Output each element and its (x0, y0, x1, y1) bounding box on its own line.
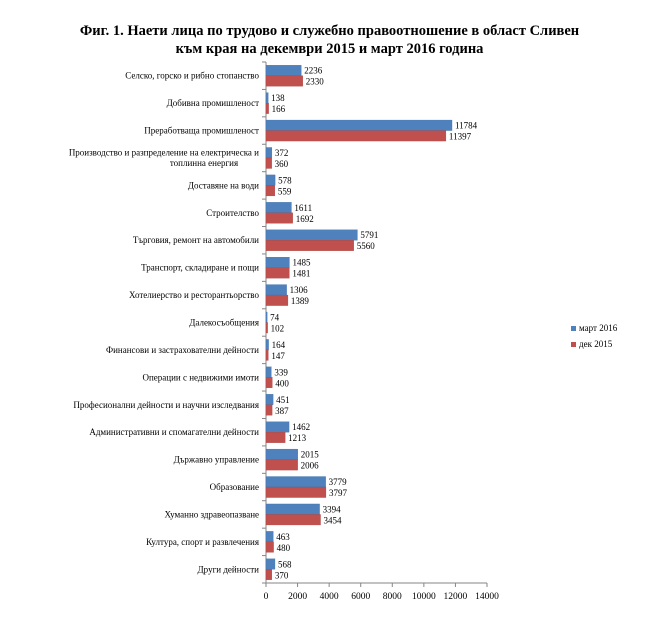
category-label: Транспорт, складиране и пощи (141, 262, 259, 273)
bar-dec-2015 (266, 268, 289, 279)
bar-mar-2016 (266, 230, 357, 241)
bar-mar-2016 (266, 285, 287, 296)
category-label: Хуманно здравеопазване (164, 509, 259, 520)
data-label-dec-2015: 1481 (292, 268, 311, 279)
data-label-dec-2015: 400 (275, 378, 289, 389)
data-label-mar-2016: 372 (274, 147, 289, 158)
data-label-dec-2015: 2006 (300, 460, 319, 471)
data-label-mar-2016: 5791 (360, 230, 379, 241)
bar-dec-2015 (266, 569, 272, 580)
category-label: Други дейности (197, 564, 259, 575)
data-label-mar-2016: 3394 (322, 504, 341, 515)
legend-swatch (571, 326, 576, 331)
data-label-dec-2015: 1389 (290, 296, 309, 307)
bar-mar-2016 (266, 504, 320, 515)
bar-mar-2016 (266, 531, 273, 542)
x-tick-label: 14000 (475, 592, 499, 602)
bar-dec-2015 (266, 295, 288, 306)
data-label-mar-2016: 11784 (455, 120, 478, 131)
bar-mar-2016 (266, 367, 271, 378)
data-label-dec-2015: 166 (271, 104, 286, 115)
bar-dec-2015 (266, 487, 326, 498)
data-label-dec-2015: 3797 (328, 488, 347, 499)
bar-dec-2015 (266, 213, 293, 224)
x-tick-label: 8000 (382, 592, 402, 602)
category-label: Професионални дейности и научни изследвания (73, 399, 259, 410)
bar-dec-2015 (266, 542, 274, 553)
x-tick-label: 2000 (288, 592, 308, 602)
data-label-dec-2015: 5560 (356, 241, 375, 252)
legend-label: март 2016 (579, 323, 618, 333)
data-label-mar-2016: 2236 (304, 65, 323, 76)
bar-mar-2016 (266, 339, 269, 350)
bar-mar-2016 (266, 120, 452, 131)
data-label-mar-2016: 451 (276, 394, 290, 405)
category-label: Операции с недвижими имоти (142, 372, 259, 383)
category-label: Далекосъобщения (189, 317, 259, 328)
category-label: Държавно управление (173, 454, 259, 465)
data-label-mar-2016: 2015 (300, 449, 319, 460)
chart-title-line-2: към края на декември 2015 и март 2016 година (175, 41, 484, 57)
bar-mar-2016 (266, 422, 289, 433)
bar-mar-2016 (266, 65, 301, 76)
data-label-mar-2016: 1611 (294, 202, 313, 213)
bar-mar-2016 (266, 93, 268, 104)
bar-mar-2016 (266, 559, 275, 570)
x-tick-label: 4000 (319, 592, 339, 602)
data-label-mar-2016: 1462 (292, 422, 311, 433)
bar-dec-2015 (266, 514, 321, 525)
x-tick-label: 12000 (443, 592, 468, 602)
category-label: Доставяне на води (187, 180, 259, 191)
data-label-dec-2015: 2330 (305, 76, 324, 87)
x-tick-label: 0 (263, 592, 269, 602)
bar-dec-2015 (266, 377, 272, 388)
data-label-mar-2016: 3779 (328, 477, 347, 488)
data-label-dec-2015: 480 (276, 542, 291, 553)
data-label-dec-2015: 1692 (295, 213, 314, 224)
category-label: Култура, спорт и развлечения (146, 536, 259, 547)
category-label: Селско, горско и рибно стопанство (125, 70, 259, 81)
bar-mar-2016 (266, 394, 273, 405)
category-label: Търговия, ремонт на автомобили (132, 235, 259, 246)
bar-mar-2016 (266, 257, 289, 268)
category-label: Финансови и застрахователни дейности (105, 344, 259, 355)
data-label-mar-2016: 138 (271, 93, 285, 104)
data-label-mar-2016: 578 (278, 175, 292, 186)
x-tick-label: 6000 (351, 592, 371, 602)
bar-dec-2015 (266, 131, 446, 142)
bar-dec-2015 (266, 240, 354, 251)
data-label-mar-2016: 164 (271, 339, 286, 350)
category-label: Образование (209, 482, 259, 493)
data-label-dec-2015: 360 (274, 158, 289, 169)
category-label: Производство и разпределение на електрическа и топлинна енергия (68, 147, 259, 169)
data-label-mar-2016: 463 (276, 531, 290, 542)
bar-dec-2015 (266, 323, 268, 334)
bar-dec-2015 (266, 103, 269, 114)
bar-mar-2016 (266, 175, 275, 186)
data-label-mar-2016: 568 (277, 559, 292, 570)
chart-title-line-1: Фиг. 1. Наети лица по трудово и служебно правоотношение в област Сливен (79, 23, 580, 39)
bar-dec-2015 (266, 350, 268, 361)
bar-dec-2015 (266, 460, 298, 471)
bar-dec-2015 (266, 405, 272, 416)
data-label-dec-2015: 370 (274, 570, 289, 581)
category-label: Строителство (206, 207, 259, 218)
bar-mar-2016 (266, 202, 291, 213)
bar-mar-2016 (266, 147, 272, 158)
data-label-dec-2015: 559 (277, 186, 292, 197)
legend-swatch (571, 342, 576, 347)
data-label-dec-2015: 3454 (323, 515, 342, 526)
category-label: Административни и спомагателни дейности (89, 427, 259, 438)
bar-dec-2015 (266, 185, 275, 196)
category-label: Добивна промишленост (166, 98, 259, 109)
category-label: Хотелиерство и ресторантьорство (129, 290, 259, 301)
data-label-dec-2015: 11397 (448, 131, 472, 142)
data-label-dec-2015: 147 (271, 350, 285, 361)
bar-mar-2016 (266, 312, 267, 323)
x-tick-label: 10000 (411, 592, 436, 602)
data-label-mar-2016: 74 (270, 312, 280, 323)
data-label-mar-2016: 339 (274, 367, 288, 378)
data-label-mar-2016: 1306 (289, 285, 308, 296)
data-label-dec-2015: 387 (275, 405, 289, 416)
bar-mar-2016 (266, 449, 298, 460)
data-label-dec-2015: 1213 (288, 433, 307, 444)
category-label: Преработваща промишленост (144, 125, 259, 136)
bar-dec-2015 (266, 158, 272, 169)
data-label-dec-2015: 102 (270, 323, 285, 334)
bar-dec-2015 (266, 432, 285, 443)
legend-label: дек 2015 (579, 339, 613, 349)
data-label-mar-2016: 1485 (292, 257, 311, 268)
bar-dec-2015 (266, 76, 303, 87)
bar-mar-2016 (266, 477, 326, 488)
